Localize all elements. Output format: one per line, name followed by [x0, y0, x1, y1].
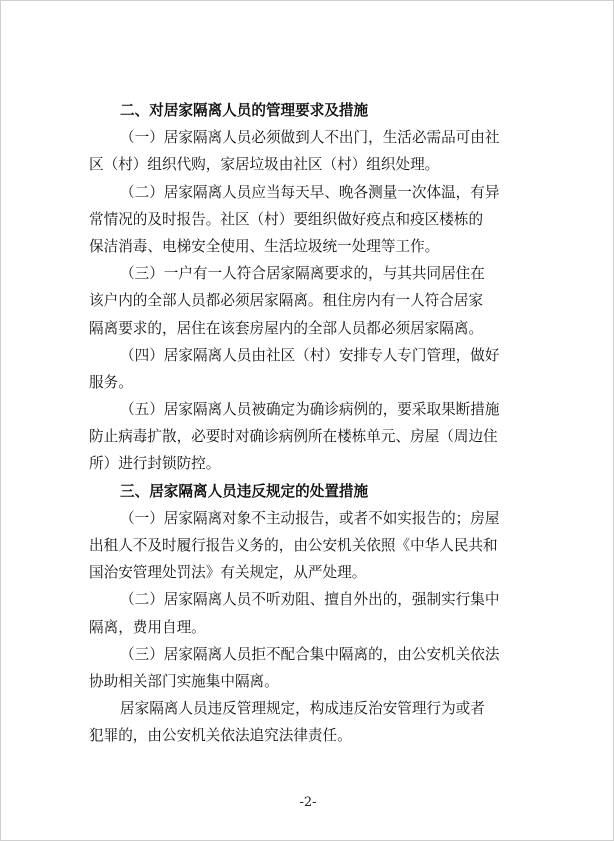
- paragraph-line: （二）居家隔离人员不听劝阻、擅自外出的，强制实行集中: [120, 591, 500, 609]
- page-number: -2-: [299, 795, 317, 810]
- paragraph-line: 隔离要求的，居住在该套房屋内的全部人员都必须居家隔离。: [89, 319, 484, 337]
- paragraph-line: 保洁消毒、电梯安全使用、生活垃圾统一处理等工作。: [89, 237, 440, 255]
- paragraph-line: 出租人不及时履行报告义务的，由公安机关依照《中华人民共和: [89, 537, 498, 554]
- paragraph-line: 防止病毒扩散，必要时对确诊病例所在楼栋单元、房屋（周边住: [89, 428, 498, 446]
- paragraph-line: 常情况的及时报告。社区（村）要组织做好疫点和疫区楼栋的: [89, 210, 484, 228]
- paragraph-line: （一）居家隔离人员必须做到人不出门，生活必需品可由社: [120, 129, 500, 147]
- paragraph-line: 居家隔离人员违反管理规定，构成违反治安管理行为或者: [120, 700, 485, 718]
- paragraph-line: 区（村）组织代购，家居垃圾由社区（村）组织处理。: [89, 156, 440, 174]
- document-body: [89, 97, 535, 750]
- paragraph-line: 犯罪的，由公安机关依法追究法律责任。: [89, 727, 352, 745]
- paragraph-line: （三）居家隔离人员拒不配合集中隔离的，由公安机关依法: [120, 645, 500, 663]
- paragraph-line: 该户内的全部人员都必须居家隔离。租住房内有一人符合居家: [89, 292, 484, 310]
- section-heading: 二、对居家隔离人员的管理要求及措施: [120, 102, 369, 119]
- section-heading: 三、居家隔离人员违反规定的处置措施: [120, 482, 369, 500]
- paragraph-line: （三）一户有一人符合居家隔离要求的，与其共同居住在: [120, 265, 485, 283]
- paragraph-line: （一）居家隔离对象不主动报告，或者不如实报告的；房屋: [120, 509, 500, 527]
- paragraph-line: 所）进行封锁防控。: [89, 455, 221, 473]
- paragraph-line: 国治安管理处罚法》有关规定，从严处理。: [89, 564, 367, 582]
- paragraph-line: 协助相关部门实施集中隔离。: [89, 672, 279, 690]
- paragraph-line: （二）居家隔离人员应当每天早、晚各测量一次体温，有异: [120, 183, 500, 201]
- paragraph-line: （四）居家隔离人员由社区（村）安排专人专门管理，做好: [120, 346, 500, 364]
- paragraph-line: 隔离，费用自理。: [89, 618, 206, 636]
- paragraph-line: （五）居家隔离人员被确定为确诊病例的，要采取果断措施: [120, 401, 500, 419]
- paragraph-line: 服务。: [89, 373, 133, 391]
